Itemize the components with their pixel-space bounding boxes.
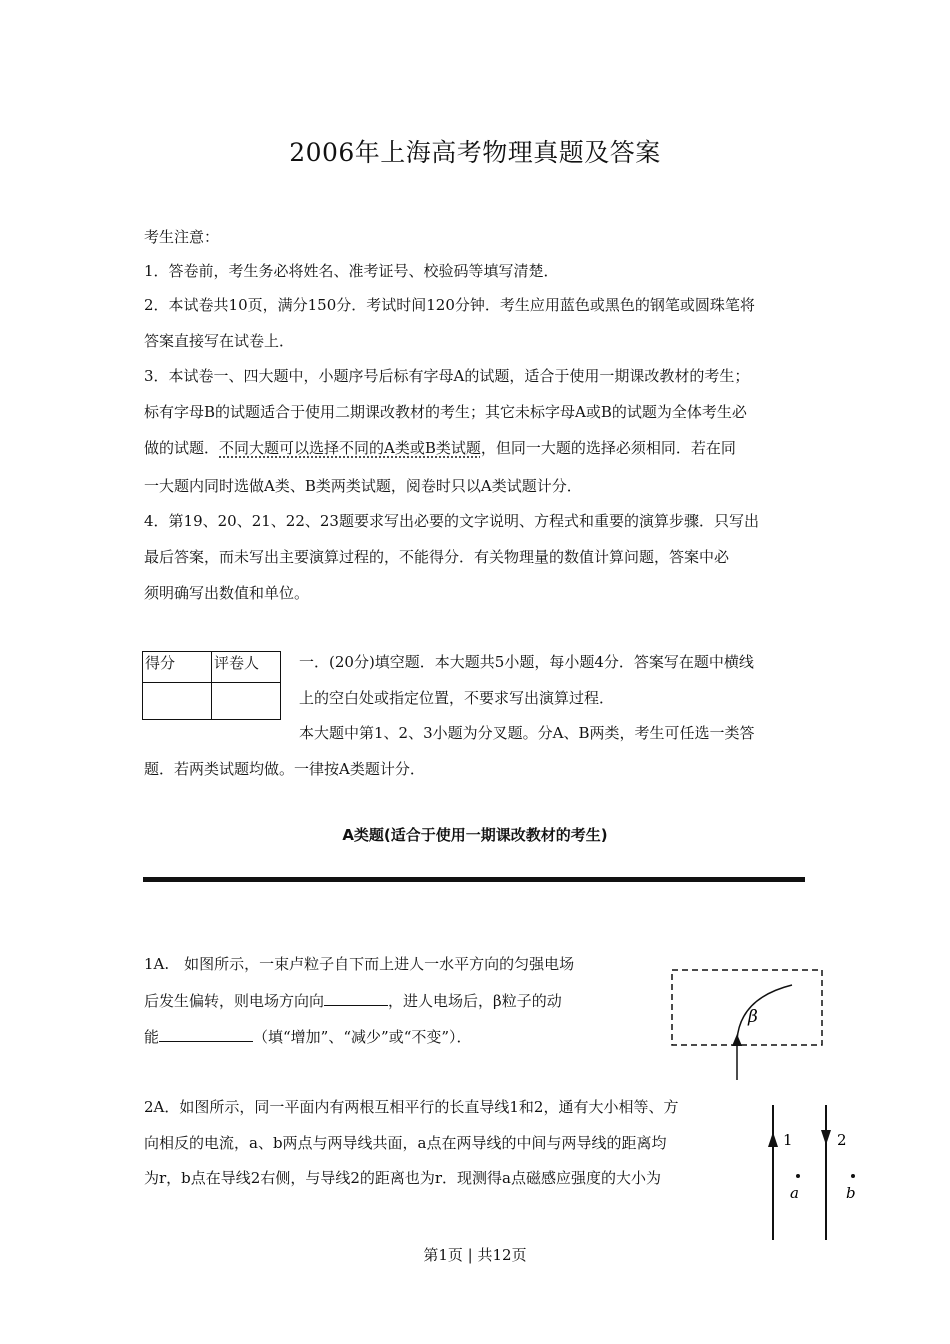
arrow-up-icon (768, 1132, 778, 1147)
page-footer: 第1页 | 共12页 (423, 1246, 527, 1264)
notice-item-3c-pre: 做的试题． (144, 439, 220, 457)
q1a-answer-blank-1[interactable] (324, 1005, 388, 1006)
section1-line-3: 本大题中第1、2、3小题为分叉题。分A、B两类，考生可任选一类答 (299, 724, 755, 742)
beta-particle-trajectory (737, 985, 792, 1080)
q2a-line-1: 2A．如图所示，同一平面内有两根互相平行的长直导线1和2，通有大小相等、方 (144, 1098, 679, 1116)
notice-item-3d: 一大题内同时选做A类、B类两类试题，阅卷时只以A类试题计分． (144, 477, 582, 495)
notice-item-3b: 标有字母B的试题适合于使用二期课改教材的考生；其它未标字母A或B的试题为全体考生必 (144, 403, 747, 421)
notice-item-2b: 答案直接写在试卷上． (144, 332, 295, 350)
a-category-title: A类题(适合于使用一期课改教材的考生) (342, 826, 608, 844)
section-divider (143, 877, 805, 882)
beta-label: β (748, 1007, 758, 1027)
notice-heading: 考生注意： (144, 228, 220, 246)
q2a-figure (760, 1100, 870, 1245)
point-b-dot (851, 1174, 855, 1178)
score-header: 得分 (143, 652, 212, 683)
arrow-up-icon (732, 1034, 742, 1046)
point-b-label: b (846, 1184, 856, 1202)
notice-item-3a: 3．本试卷一、四大题中，小题序号后标有字母A的试题，适合于使用一期课改教材的考生； (144, 367, 750, 385)
q1a-line-3 (144, 1026, 472, 1048)
section1-line-2: 上的空白处或指定位置，不要求写出演算过程． (299, 689, 615, 707)
point-a-label: a (790, 1184, 799, 1202)
q1a-line-2 (144, 990, 562, 1012)
notice-item-4a: 4．第19、20、21、22、23题要求写出必要的文字说明、方程式和重要的演算步骤．只写出 (144, 512, 759, 530)
notice-item-3c (144, 437, 736, 459)
notice-item-2a: 2．本试卷共10页，满分150分．考试时间120分钟．考生应用蓝色或黑色的钢笔或圆珠笔将 (144, 296, 755, 314)
score-table (142, 651, 281, 720)
electric-field-region (672, 970, 822, 1045)
notice-item-1: 1．答卷前，考生务必将姓名、准考证号、校验码等填写清楚． (144, 262, 559, 280)
section1-line-1: 一．(20分)填空题．本大题共5小题，每小题4分．答案写在题中横线 (299, 653, 754, 671)
wire-2-label: 2 (837, 1131, 847, 1149)
page-title: 2006年上海高考物理真题及答案 (289, 138, 661, 167)
notice-item-3c-post: ，但同一大题的选择必须相同．若在同 (480, 439, 736, 457)
notice-item-3c-emphasis: 不同大题可以选择不同的A类或B类试题 (219, 439, 481, 457)
q1a-line-1: 1A. 如图所示，一束卢粒子自下而上进人一水平方向的匀强电场 (144, 955, 575, 973)
grader-cell (212, 683, 281, 720)
section1-line-4: 题．若两类试题均做。一律按A类题计分． (144, 760, 425, 778)
notice-item-4b: 最后答案，而未写出主要演算过程的，不能得分．有关物理量的数值计算问题，答案中必 (144, 548, 730, 566)
notice-item-4c: 须明确写出数值和单位。 (144, 584, 310, 602)
wire-1-label: 1 (783, 1131, 793, 1149)
q1a-line-2-pre: 后发生偏转，则电场方向向 (144, 992, 325, 1010)
q1a-answer-blank-2[interactable] (159, 1041, 253, 1042)
score-cell (143, 683, 212, 720)
q1a-figure (660, 960, 830, 1085)
q2a-line-3: 为r，b点在导线2右侧，与导线2的距离也为r．现测得a点磁感应强度的大小为 (144, 1169, 661, 1187)
arrow-down-icon (821, 1130, 831, 1145)
q1a-line-3-pre: 能 (144, 1028, 160, 1046)
grader-header: 评卷人 (212, 652, 281, 683)
q2a-line-2: 向相反的电流，a、b两点与两导线共面，a点在两导线的中间与两导线的距离均 (144, 1134, 667, 1152)
q1a-line-3-post: （填“增加”、“减少”或“不变”）． (253, 1028, 472, 1046)
q1a-line-2-post: ，进人电场后，β粒子的动 (388, 992, 562, 1010)
point-a-dot (796, 1174, 800, 1178)
